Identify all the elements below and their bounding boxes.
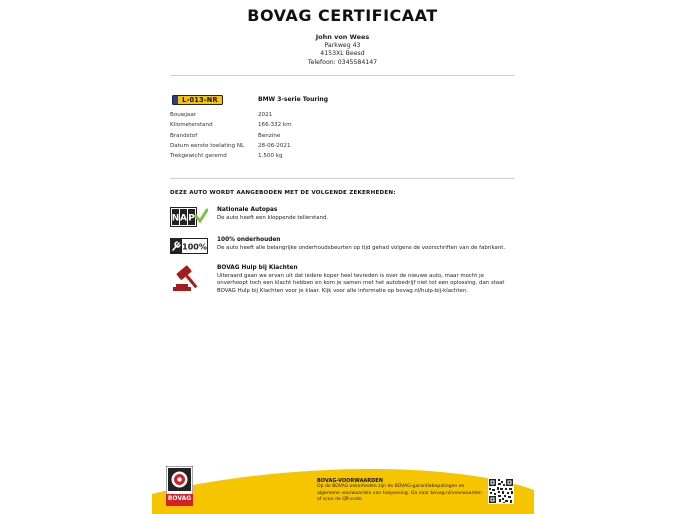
guarantee-text bbox=[217, 265, 507, 296]
plate-number: L-013-NR bbox=[182, 96, 218, 104]
divider-middle bbox=[170, 178, 515, 179]
spec-row bbox=[170, 110, 370, 120]
dealer-name: John von Wees bbox=[315, 33, 370, 41]
guarantee-title: BOVAG Hulp bij Klachten bbox=[217, 265, 298, 271]
dealer-phone: Telefoon: 0345584147 bbox=[307, 58, 378, 66]
spec-value: 1.500 kg bbox=[258, 153, 283, 160]
spec-value: 2021 bbox=[258, 112, 273, 119]
voorwaarden-text: Op de BOVAG-zekerheden zijn de BOVAG-garantiebepalingen en algemene voorwaarden van toepassing. Ga naar bovag.nl/voorwaarden of scan de QR-code. bbox=[317, 484, 482, 503]
guarantee-description: Uiteraard gaan we ervan uit dat iedere koper heel tevreden is over de nieuwe auto, maar mocht je onverhoopt toch een klacht hebben en kom je samen met het autobedrijf niet tot een oplossing, dan staat BOVAG Hulp bij Klachten voor je klaar. Kijk voor alle informatie op bovag.nl/hulp-bij-klachten. bbox=[217, 272, 505, 295]
guarantee-text bbox=[217, 237, 507, 252]
vehicle-model: BMW 3-serie Touring bbox=[258, 96, 329, 103]
spec-row bbox=[170, 151, 370, 161]
voorwaarden-title: BOVAG-VOORWAARDEN bbox=[317, 478, 383, 484]
bovag-logo-text: BOVAG bbox=[167, 495, 192, 502]
svg-text:N: N bbox=[171, 213, 180, 224]
guarantees-heading: DEZE AUTO WORDT AANGEBODEN MET DE VOLGENDE ZEKERHEDEN: bbox=[170, 190, 396, 196]
dealer-street: Parkweg 43 bbox=[324, 41, 361, 49]
gavel-icon bbox=[170, 265, 208, 293]
qr-code-icon[interactable] bbox=[488, 478, 514, 504]
guarantee-title: Nationale Autopas bbox=[217, 207, 278, 213]
dealer-city: 4153XL Beesd bbox=[320, 50, 365, 58]
guarantee-text bbox=[217, 207, 507, 222]
divider-top bbox=[170, 75, 515, 76]
spec-label: Datum eerste toelating NL bbox=[170, 143, 245, 150]
guarantee-description: De auto heeft een kloppende tellerstand. bbox=[217, 214, 329, 221]
bovag-logo bbox=[166, 466, 193, 506]
spec-value: 28-06-2021 bbox=[258, 143, 291, 150]
spec-row bbox=[170, 141, 370, 151]
spec-label: Bouwjaar bbox=[170, 112, 197, 119]
spec-label: Trekgewicht geremd bbox=[170, 153, 227, 160]
spec-row bbox=[170, 120, 370, 130]
spec-label: Kilometerstand bbox=[170, 122, 213, 129]
nap-icon bbox=[170, 207, 208, 227]
page-title: BOVAG CERTIFICAAT bbox=[247, 6, 438, 25]
spec-value: 166.332 km bbox=[258, 122, 292, 129]
license-plate bbox=[172, 95, 223, 105]
spec-label: Brandstof bbox=[170, 132, 198, 139]
svg-text:A: A bbox=[180, 213, 187, 224]
spec-value: Benzine bbox=[258, 132, 281, 139]
svg-text:100%: 100% bbox=[182, 242, 207, 252]
dealer-info bbox=[0, 33, 685, 67]
guarantee-description: De auto heeft alle belangrijke onderhoudsbeurten op tijd gehad volgens de voorschriften van de fabrikant. bbox=[217, 244, 506, 251]
vehicle-specs bbox=[170, 110, 370, 161]
spec-row bbox=[170, 131, 370, 141]
svg-text:P: P bbox=[188, 213, 195, 224]
guarantee-title: 100% onderhouden bbox=[217, 237, 281, 243]
voorwaarden bbox=[317, 478, 487, 504]
maintenance-icon bbox=[170, 237, 208, 257]
